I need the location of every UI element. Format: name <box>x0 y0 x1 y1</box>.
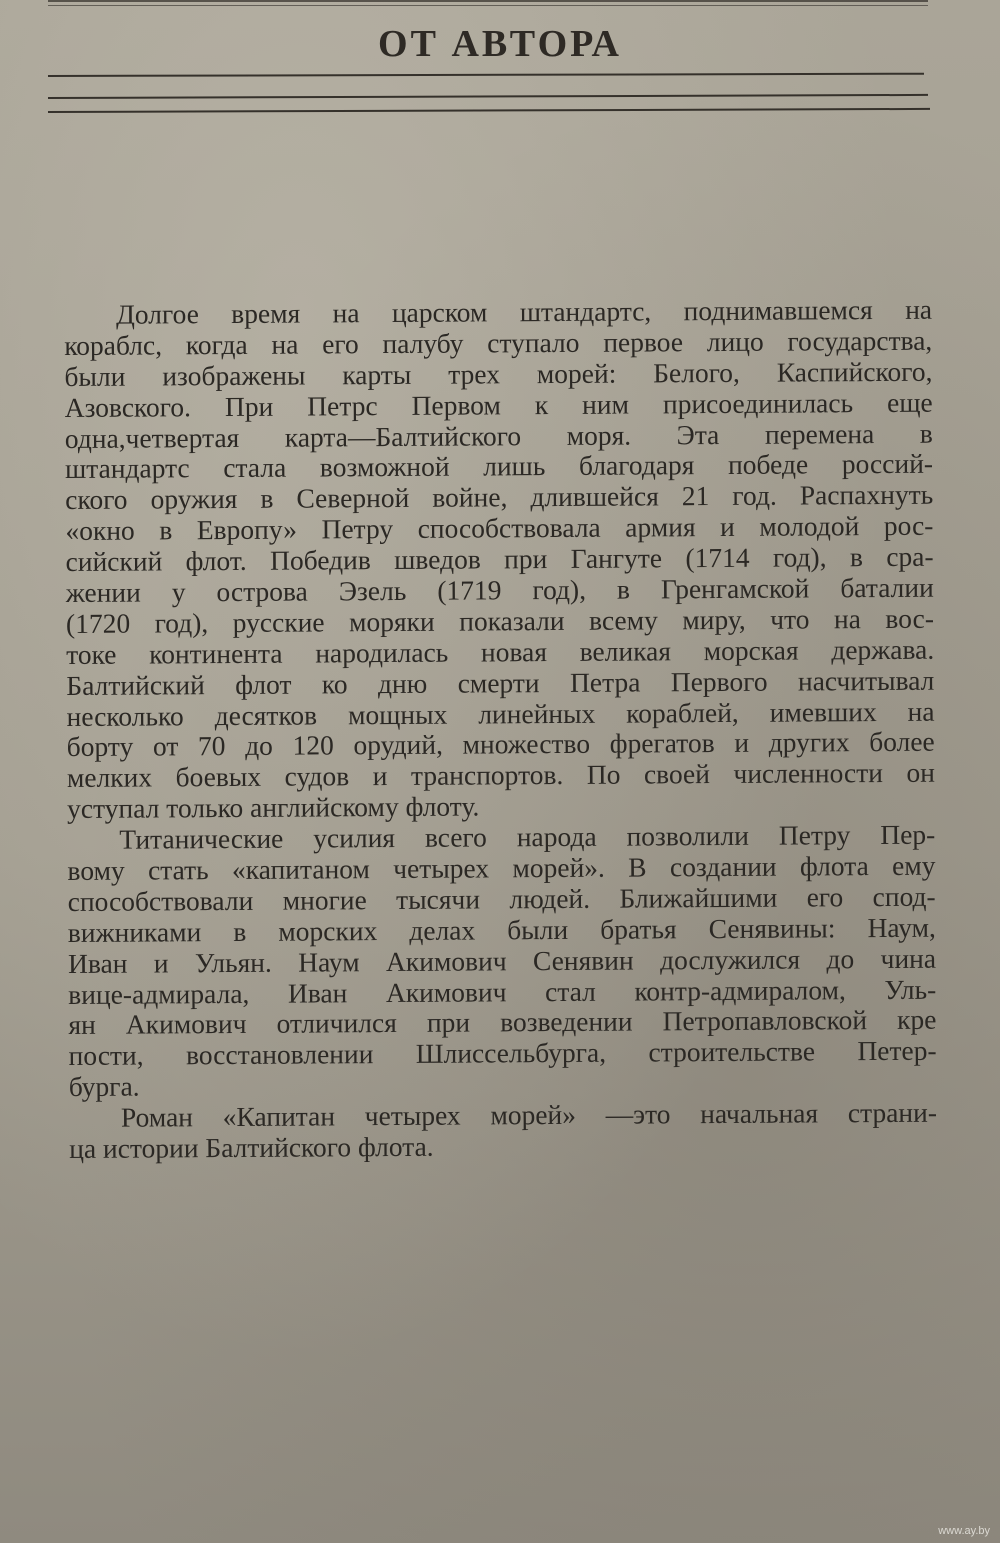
title-underline-rule <box>48 73 924 77</box>
text-line: вице-адмирала, Иван Акимович стал контр-адмиралом, Уль- <box>68 973 937 1010</box>
text-line: Долгое время на царском штандартс, поднимавшемся на <box>115 293 933 330</box>
text-line: одна,четвертая карта—Балтийского моря. Эта перемена в <box>64 417 933 454</box>
text-line: жении у острова Эзель (1719 год), в Гренгамской баталии <box>65 571 934 609</box>
text-line: ца истории Балтийского флота. <box>69 1130 434 1165</box>
text-line: сийский флот. Победив шведов при Гангуте (1714 год), в сра- <box>65 540 934 578</box>
body-text <box>64 295 937 1165</box>
text-line: токе континента народилась новая великая морская держава. <box>66 633 935 670</box>
text-line: ского оружия в Северной войне, длившейся 21 год. Распахнуть <box>65 479 934 516</box>
watermark: www.ay.by <box>938 1525 990 1537</box>
text-line: штандартс стала возможной лишь благодаря победе россий- <box>64 448 934 485</box>
text-line: ян Акимович отличился при возведении Петропавловской кре <box>68 1004 937 1041</box>
text-line: бурга. <box>68 1070 140 1103</box>
text-line: (1720 год), русские моряки показали всему миру, что на вос- <box>65 602 935 639</box>
text-line: борту от 70 до 120 орудий, множество фрегатов и других более <box>66 726 935 763</box>
text-line: уступал только английскому флоту. <box>67 790 480 825</box>
text-line: вижниками в морских делах были братья Сенявины: Наум, <box>67 911 936 948</box>
text-line: мелких боевых судов и транспортов. По своей численности он <box>66 757 935 794</box>
text-line: Титанические усилия всего народа позволили Петру Пер- <box>119 818 936 855</box>
top-border-rule <box>48 0 928 6</box>
text-line: Балтийский флот ко дню смерти Петра Первого насчитывал <box>66 664 935 701</box>
double-rule-upper <box>48 94 928 99</box>
text-line: Роман «Капитан четырех морей» —это начальная страни- <box>120 1096 938 1133</box>
text-line: «окно в Европу» Петру способствовала армия и молодой рос- <box>65 509 934 547</box>
text-line: вому стать «капитаном четырех морей». В создании флота ему <box>67 849 936 887</box>
text-line: кораблс, когда на его палубу ступало первое лицо государства, <box>64 324 933 361</box>
text-line: Азовского. При Петрс Первом к ним присоединилась еще <box>64 386 933 423</box>
text-line: были изображены карты трех морей: Белого, Каспийского, <box>64 355 933 392</box>
text-line: способствовали многие тысячи людей. Ближайшими его спод- <box>67 880 936 917</box>
double-rule-lower <box>48 108 930 113</box>
text-line: пости, восстановлении Шлиссельбурга, строительстве Петер- <box>68 1035 937 1072</box>
text-line: несколько десятков мощных линейных кораблей, имевших на <box>66 695 935 732</box>
text-line: Иван и Ульян. Наум Акимович Сенявин дослужился до чина <box>67 942 937 979</box>
page-title: ОТ АВТОРА <box>378 23 622 65</box>
